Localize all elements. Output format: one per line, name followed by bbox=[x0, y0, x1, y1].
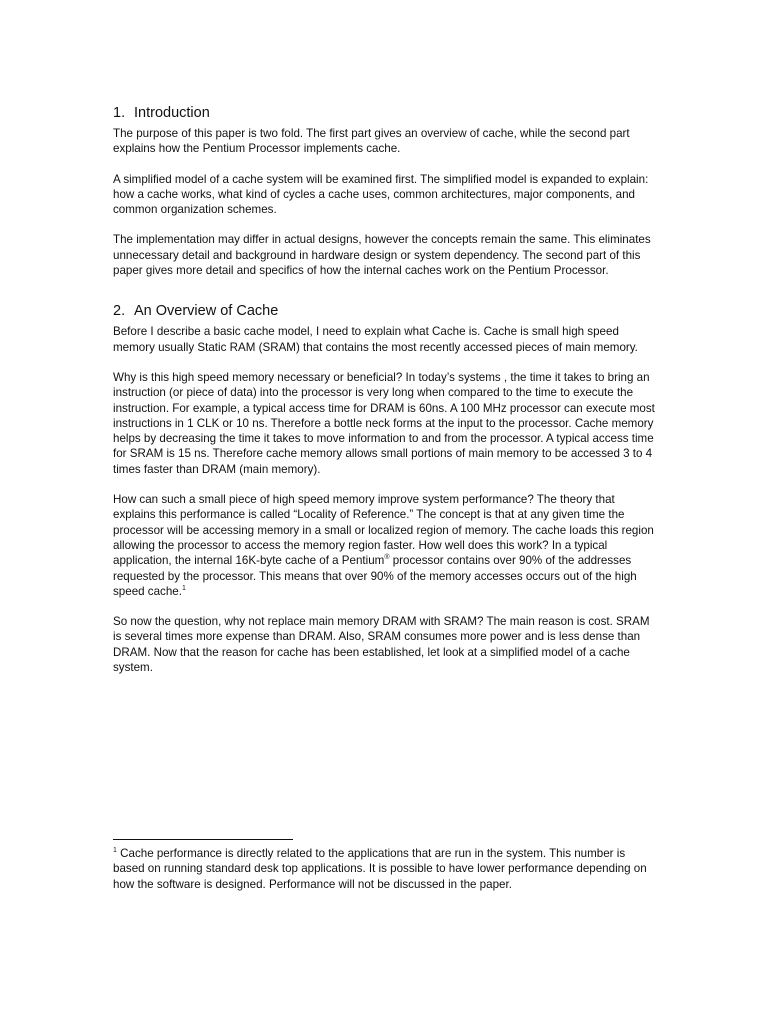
footnote-reference: 1 bbox=[181, 584, 186, 592]
section-title: Introduction bbox=[134, 105, 210, 121]
registered-mark: ® bbox=[384, 554, 390, 562]
paragraph-text: How can such a small piece of high speed memory improve system performance? The theory that explains this performance is called “Locality of Reference.” The concept is that at any given time the processor will be accessing memory in a small or localized region of memory. The cache loads this region allowing the processor to access the memory region faster. How well does this work? In a typical application, the internal 16K-byte cache of a Pentium bbox=[113, 493, 654, 568]
section-heading-introduction bbox=[113, 104, 658, 122]
overview-paragraph-3 bbox=[113, 492, 658, 599]
overview-paragraph-1: Before I describe a basic cache model, I need to explain what Cache is. Cache is small high speed memory usually Static RAM (SRAM) that contains the most recently accessed pieces of main memory. bbox=[113, 325, 638, 354]
footnote-divider bbox=[113, 839, 293, 840]
section-number: 1. bbox=[113, 105, 126, 121]
paragraph-text: processor contains over 90% of the addresses requested by the processor. This means that over 90% of the memory accesses occurs out of the high speed cache. bbox=[113, 554, 637, 598]
intro-paragraph-3: The implementation may differ in actual designs, however the concepts remain the same. This eliminates unnecessary detail and background in hardware design or system dependency. The second part of this paper gives more detail and specifics of how the internal caches work on the Pentium Processor. bbox=[113, 233, 651, 278]
document-body bbox=[113, 104, 658, 690]
intro-paragraph-2: A simplified model of a cache system will be examined first. The simplified model is expanded to explain: how a cache works, what kind of cycles a cache uses, common architectures, major components, and common organization schemes. bbox=[113, 172, 649, 217]
footnote-mark: 1 bbox=[113, 847, 117, 854]
section-number: 2. bbox=[113, 303, 126, 320]
section-heading-overview bbox=[113, 302, 658, 320]
intro-paragraph-1: The purpose of this paper is two fold. The first part gives an overview of cache, while the second part explains how the Pentium Processor implements cache. bbox=[113, 127, 630, 156]
footnote-text: Cache performance is directly related to the applications that are run in the system. This number is based on running standard desk top applications. It is possible to have lower performance depending on how the software is designed. Performance will not be discussed in the paper. bbox=[113, 847, 647, 891]
overview-paragraph-2: Why is this high speed memory necessary or beneficial? In today’s systems , the time it takes to bring an instruction (or piece of data) into the processor is very long when compared to the time to execute the instruction. For example, a typical access time for DRAM is 60ns. A 100 MHz processor can execute most instructions in 1 CLK or 10 ns. Therefore a bottle neck forms at the input to the processor. Cache memory helps by decreasing the time it takes to move information to and from the processor. A typical access time for SRAM is 15 ns. Therefore cache memory allows small portions of main memory to be accessed 3 to 4 times faster than DRAM (main memory). bbox=[113, 370, 655, 476]
overview-paragraph-4: So now the question, why not replace main memory DRAM with SRAM? The main reason is cost. SRAM is several times more expense than DRAM. Also, SRAM consumes more power and is less dense than DRAM. Now that the reason for cache has been established, let look at a simplified model of a cache system. bbox=[113, 615, 650, 675]
footnote bbox=[113, 846, 653, 892]
section-title: An Overview of Cache bbox=[134, 303, 279, 320]
